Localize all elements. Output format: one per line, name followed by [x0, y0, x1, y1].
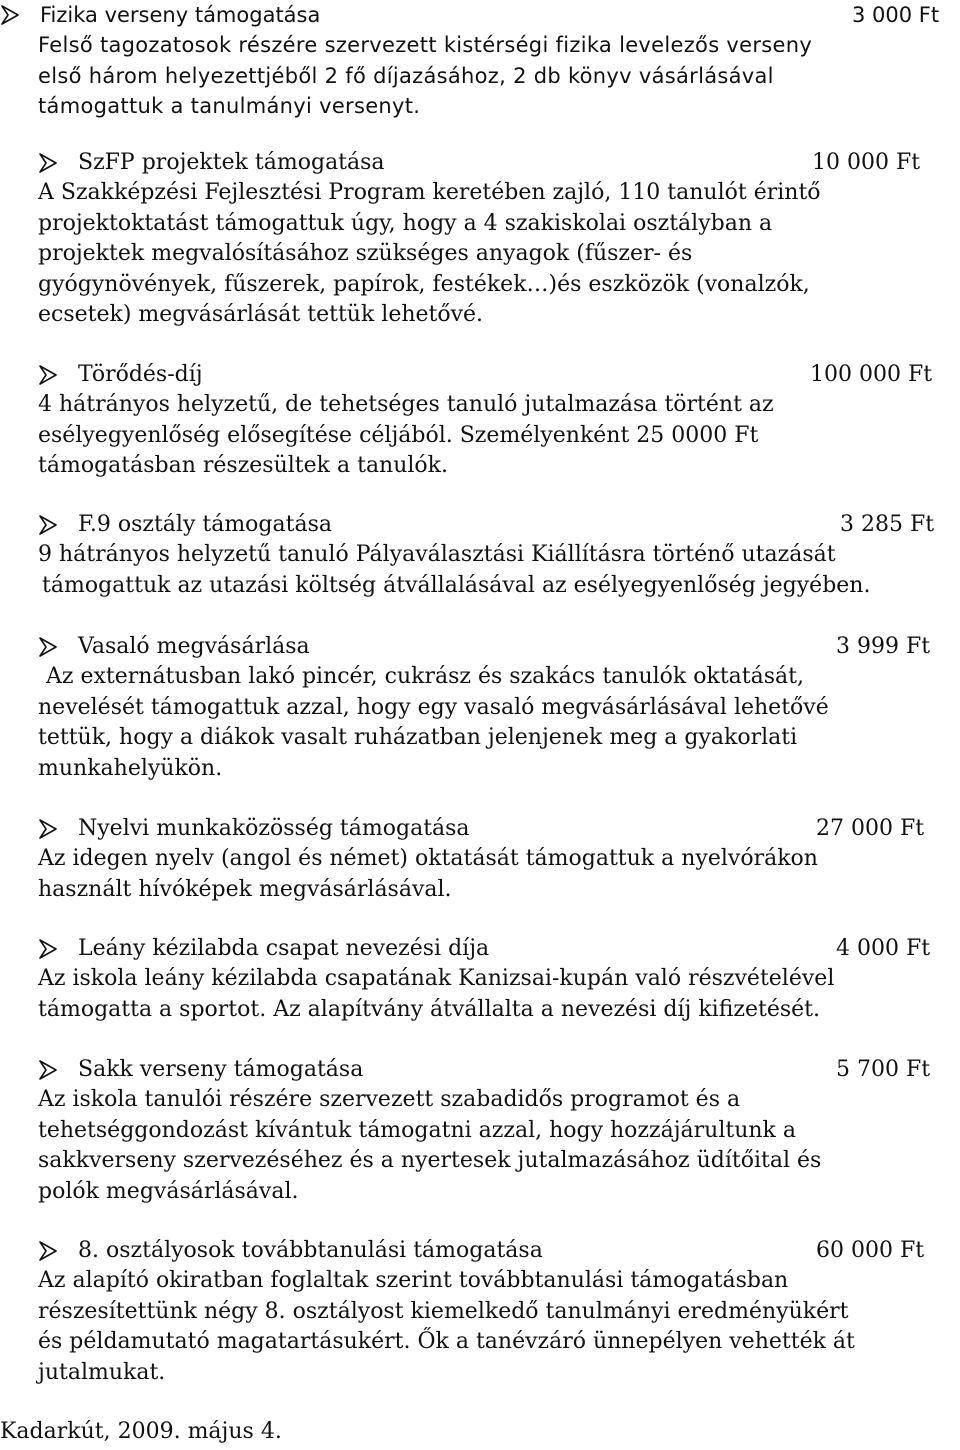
description-line: munkahelyükön.: [38, 755, 223, 781]
entry-kezilabda: [0, 934, 960, 1025]
entry-title: Törődés-díj: [78, 362, 203, 387]
description-line: A Szakképzési Fejlesztési Program keretében zajló, 110 tanulót érintő: [38, 180, 821, 205]
description-line: tehetséggondozást kívántuk támogatni azzal, hogy hozzájárultunk a: [38, 1117, 797, 1143]
description-line: jutalmukat.: [38, 1359, 166, 1385]
entry-tovabbtanulas: [0, 1236, 960, 1388]
arrow-bullet-icon: [38, 365, 58, 385]
entry-amount: 3 285 Ft: [840, 512, 935, 537]
entry-heading: [0, 0, 960, 30]
entry-title: Nyelvi munkaközösség támogatása: [78, 816, 470, 841]
entry-amount: 10 000 Ft: [812, 150, 921, 175]
description-line: projektoktatást támogattuk úgy, hogy a 4 szakiskolai osztályban a: [38, 210, 773, 236]
description-line: Az iskola leány kézilabda csapatának Kanizsai-kupán való részvételével: [38, 966, 835, 991]
description-line: Az idegen nyelv (angol és német) oktatását támogattuk a nyelvórákon: [38, 846, 818, 871]
description-line: Az alapító okiratban foglaltak szerint továbbtanulási támogatásban: [38, 1268, 789, 1293]
description-line: ecsetek) megvásárlását tettük lehetővé.: [38, 302, 484, 327]
entry-heading: [0, 360, 960, 390]
entry-torodes-dij: [0, 360, 960, 482]
description-line: Az externátusban lakó pincér, cukrász és szakács tanulók oktatását,: [46, 664, 804, 689]
entry-heading: [0, 1236, 960, 1266]
arrow-bullet-icon: [38, 939, 58, 959]
entry-fizika: [0, 0, 960, 122]
description-line: támogatta a sportot. Az alapítvány átvállalta a nevezési díj kifizetését.: [38, 996, 820, 1022]
entry-title: Leány kézilabda csapat nevezési díja: [78, 936, 490, 961]
entry-heading: [0, 934, 960, 964]
arrow-bullet-icon: [38, 515, 58, 535]
description-line: sakkverseny szervezéséhez és a nyertesek jutalmazásához üdítőital és: [38, 1148, 822, 1173]
description-line: használt hívóképek megvásárlásával.: [38, 876, 452, 902]
description-line: tettük, hogy a diákok vasalt ruházatban jelenjenek meg a gyakorlati: [38, 725, 798, 750]
entry-heading: [0, 510, 960, 540]
arrow-bullet-icon: [38, 819, 58, 839]
entry-f9-osztaly: [0, 510, 960, 601]
entry-heading: [0, 632, 960, 662]
entry-szfp: [0, 148, 960, 331]
place-date: Kadarkút, 2009. május 4.: [0, 1419, 282, 1444]
entry-heading: [0, 1055, 960, 1085]
entry-heading: [0, 814, 960, 844]
arrow-bullet-icon: [38, 1060, 58, 1080]
entry-description: [38, 178, 960, 331]
description-line: 9 hátrányos helyzetű tanuló Pályaválasztási Kiállításra történő utazását: [38, 542, 836, 567]
arrow-bullet-icon: [38, 637, 58, 657]
entry-amount: 27 000 Ft: [816, 816, 925, 841]
entry-amount: 4 000 Ft: [836, 936, 931, 961]
entry-title: Vasaló megvásárlása: [78, 634, 310, 659]
entry-vasalo: [0, 632, 960, 784]
entry-amount: 3 000 Ft: [852, 3, 940, 27]
entry-description: [38, 662, 960, 784]
entry-title: Sakk verseny támogatása: [78, 1057, 364, 1082]
description-line: gyógynövények, fűszerek, papírok, festékek…)és eszközök (vonalzók,: [38, 271, 810, 297]
description-line: projektek megvalósításához szükséges anyagok (fűszer- és: [38, 241, 693, 266]
entry-description: [38, 540, 960, 601]
description-line: nevelését támogattuk azzal, hogy egy vasaló megvásárlásával lehetővé: [38, 694, 829, 720]
description-line: támogatásban részesültek a tanulók.: [38, 453, 448, 478]
description-line: 4 hátrányos helyzetű, de tehetséges tanuló jutalmazása történt az: [38, 392, 774, 417]
entry-amount: 100 000 Ft: [810, 362, 933, 387]
entry-amount: 5 700 Ft: [836, 1057, 931, 1082]
description-line: Felső tagozatosok részére szervezett kistérségi fizika levelezős verseny: [38, 33, 813, 57]
entry-amount: 60 000 Ft: [816, 1238, 925, 1263]
description-line: és példamutató magatartásukért. Ők a tanévzáró ünnepélyen vehették át: [38, 1329, 855, 1354]
entry-description: [38, 1085, 960, 1207]
arrow-bullet-icon: [38, 1241, 58, 1261]
description-line: első három helyezettjéből 2 fő díjazásához, 2 db könyv vásárlásával: [38, 63, 774, 88]
entry-heading: [0, 148, 960, 178]
entry-nyelvi: [0, 814, 960, 905]
description-line: esélyegyenlőség elősegítése céljából. Személyenként 25 0000 Ft: [38, 422, 759, 448]
entry-description: [38, 1266, 960, 1388]
arrow-bullet-icon: [0, 5, 20, 25]
description-line: Az iskola tanulói részére szervezett szabadidős programot és a: [38, 1087, 741, 1112]
entry-description: [38, 390, 960, 482]
entry-title: 8. osztályosok továbbtanulási támogatása: [78, 1238, 543, 1263]
description-line: részesítettünk négy 8. osztályost kiemelkedő tanulmányi eredményükért: [38, 1298, 849, 1324]
entry-title: F.9 osztály támogatása: [78, 512, 332, 537]
entry-title: SzFP projektek támogatása: [78, 150, 385, 175]
entry-description: [38, 964, 960, 1025]
description-line: polók megvásárlásával.: [38, 1178, 299, 1204]
entry-title: Fizika verseny támogatása: [40, 3, 321, 27]
description-line: támogattuk a tanulmányi versenyt.: [38, 94, 421, 118]
entry-sakk: [0, 1055, 960, 1207]
entry-description: [38, 844, 960, 905]
description-line: támogattuk az utazási költség átvállalásával az esélyegyenlőség jegyében.: [42, 572, 871, 598]
entry-description: [38, 30, 960, 122]
entry-amount: 3 999 Ft: [836, 634, 931, 659]
arrow-bullet-icon: [38, 153, 58, 173]
